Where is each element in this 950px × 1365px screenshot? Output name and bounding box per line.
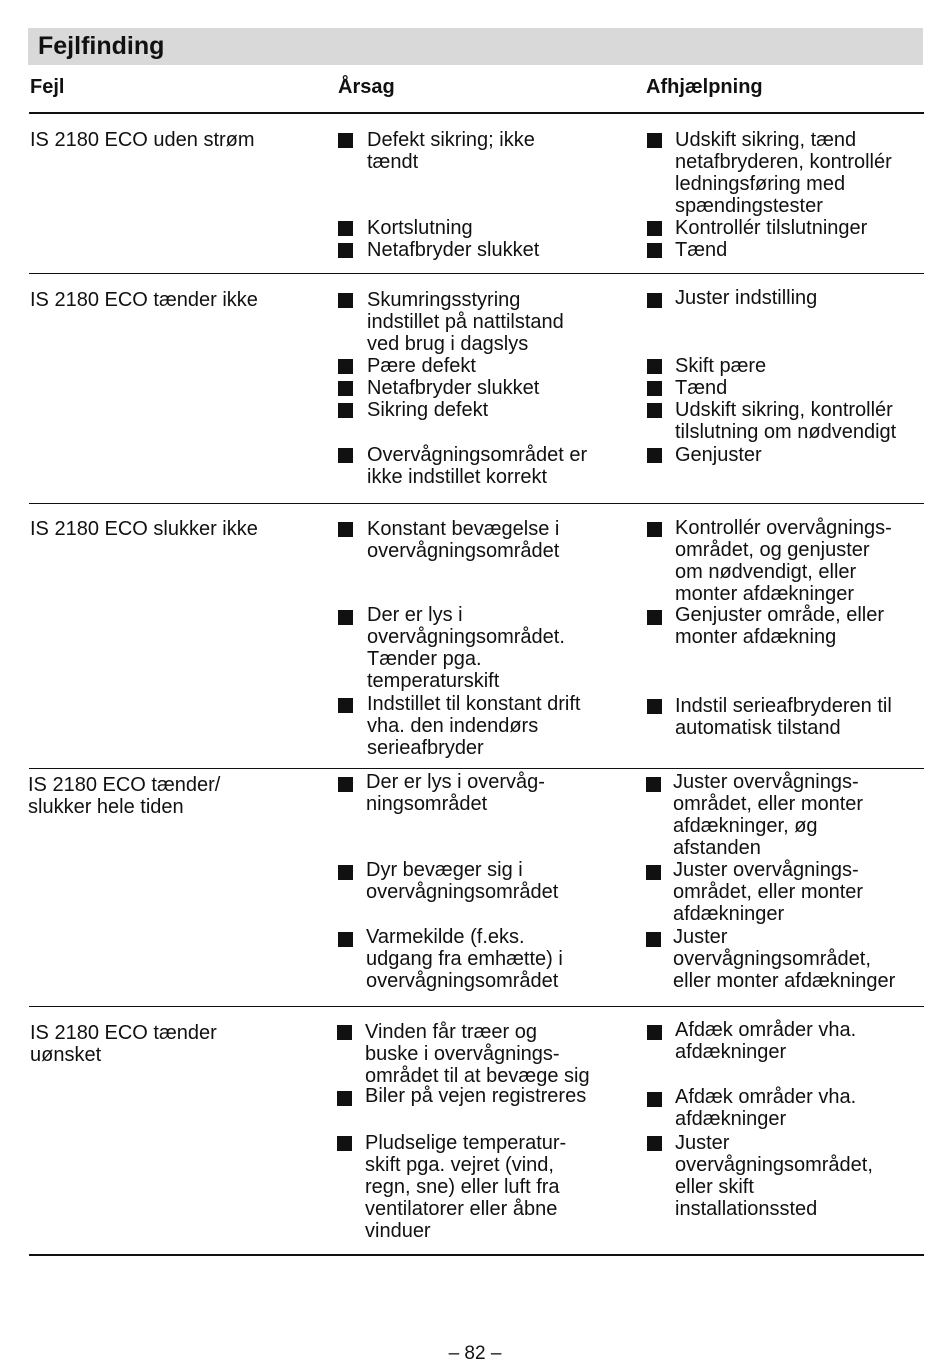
cause-item: Kortslutning [367, 217, 473, 239]
bullet-icon [647, 133, 662, 148]
remedy-item: Tænd [675, 239, 728, 261]
bullet-icon [338, 932, 353, 947]
cause-item: Pære defekt [367, 355, 476, 377]
bullet-icon [337, 1136, 352, 1151]
table-bottom-rule [29, 1254, 924, 1256]
bullet-icon [338, 133, 353, 148]
fault-cell: IS 2180 ECO tænder/ slukker hele tiden [28, 774, 221, 818]
section-title-bar [28, 28, 923, 65]
cause-item: Vinden får træer og buske i overvågnings- området til at bevæge sig [365, 1021, 590, 1087]
cause-item: Dyr bevæger sig i overvågningsområdet [366, 859, 559, 903]
bullet-icon [647, 610, 662, 625]
column-header-fault: Fejl [30, 76, 65, 98]
remedy-item: Juster overvågnings- området, eller monter afdækninger [673, 859, 864, 925]
cause-item: Overvågningsområdet er ikke indstillet korrekt [367, 444, 588, 488]
remedy-item: Juster indstilling [675, 287, 818, 309]
page-number: – 82 – [448, 1343, 502, 1364]
row-divider [29, 1006, 924, 1007]
remedy-item: Tænd [675, 377, 728, 399]
bullet-icon [647, 381, 662, 396]
column-header-remedy: Afhjælpning [646, 76, 763, 98]
bullet-icon [647, 1092, 662, 1107]
bullet-icon [647, 522, 662, 537]
cause-item: Netafbryder slukket [367, 377, 540, 399]
fault-cell: IS 2180 ECO tænder ikke [30, 289, 258, 311]
cause-item: Netafbryder slukket [367, 239, 540, 261]
bullet-icon [338, 293, 353, 308]
remedy-item: Genjuster [675, 444, 762, 466]
fault-cell: IS 2180 ECO tænder uønsket [30, 1022, 217, 1066]
bullet-icon [647, 403, 662, 418]
bullet-icon [647, 359, 662, 374]
bullet-icon [647, 243, 662, 258]
bullet-icon [647, 293, 662, 308]
remedy-item: Juster overvågningsområdet, eller monter afdækninger [673, 926, 896, 992]
row-divider [29, 273, 924, 274]
remedy-item: Juster overvågningsområdet, eller skift installationssted [675, 1132, 873, 1220]
header-divider [29, 112, 924, 114]
cause-item: Defekt sikring; ikke tændt [367, 129, 535, 173]
bullet-icon [647, 699, 662, 714]
cause-item: Indstillet til konstant drift vha. den indendørs serieafbryder [367, 693, 581, 759]
cause-item: Der er lys i overvåg- ningsområdet [366, 771, 545, 815]
cause-item: Konstant bevægelse i overvågningsområdet [367, 518, 560, 562]
bullet-icon [646, 777, 661, 792]
remedy-item: Genjuster område, eller monter afdækning [675, 604, 884, 648]
cause-item: Biler på vejen registreres [365, 1085, 587, 1107]
cause-item: Varmekilde (f.eks. udgang fra emhætte) i overvågningsområdet [366, 926, 563, 992]
cause-item: Sikring defekt [367, 399, 489, 421]
bullet-icon [647, 221, 662, 236]
remedy-item: Kontrollér overvågnings- området, og genjuster om nødvendigt, eller monter afdækninger [675, 517, 892, 605]
column-header-cause: Årsag [338, 76, 395, 98]
bullet-icon [337, 1091, 352, 1106]
bullet-icon [337, 1025, 352, 1040]
bullet-icon [338, 381, 353, 396]
row-divider [29, 503, 924, 504]
remedy-item: Afdæk områder vha. afdækninger [675, 1086, 857, 1130]
row-divider [29, 768, 924, 769]
fault-cell: IS 2180 ECO slukker ikke [30, 518, 258, 540]
remedy-item: Udskift sikring, tænd netafbryderen, kontrollér ledningsføring med spændingstester [675, 129, 892, 217]
bullet-icon [338, 221, 353, 236]
remedy-item: Afdæk områder vha. afdækninger [675, 1019, 857, 1063]
bullet-icon [338, 865, 353, 880]
bullet-icon [338, 522, 353, 537]
bullet-icon [338, 403, 353, 418]
cause-item: Der er lys i overvågningsområdet. Tænder pga. temperaturskift [367, 604, 565, 692]
cause-item: Pludselige temperatur- skift pga. vejret (vind, regn, sne) eller luft fra ventilatorer eller åbne vinduer [365, 1132, 567, 1242]
bullet-icon [646, 865, 661, 880]
remedy-item: Kontrollér tilslutninger [675, 217, 868, 239]
remedy-item: Indstil serieafbryderen til automatisk tilstand [675, 695, 892, 739]
fault-cell: IS 2180 ECO uden strøm [30, 129, 255, 151]
remedy-item: Skift pære [675, 355, 767, 377]
bullet-icon [338, 610, 353, 625]
remedy-item: Juster overvågnings- området, eller monter afdækninger, øg afstanden [673, 771, 864, 859]
cause-item: Skumringsstyring indstillet på nattilstand ved brug i dagslys [367, 289, 564, 355]
bullet-icon [647, 448, 662, 463]
bullet-icon [647, 1025, 662, 1040]
section-title: Fejlfinding [38, 32, 165, 60]
bullet-icon [338, 359, 353, 374]
bullet-icon [338, 698, 353, 713]
bullet-icon [338, 448, 353, 463]
bullet-icon [647, 1136, 662, 1151]
bullet-icon [646, 932, 661, 947]
bullet-icon [338, 243, 353, 258]
remedy-item: Udskift sikring, kontrollér tilslutning om nødvendigt [675, 399, 897, 443]
bullet-icon [338, 777, 353, 792]
